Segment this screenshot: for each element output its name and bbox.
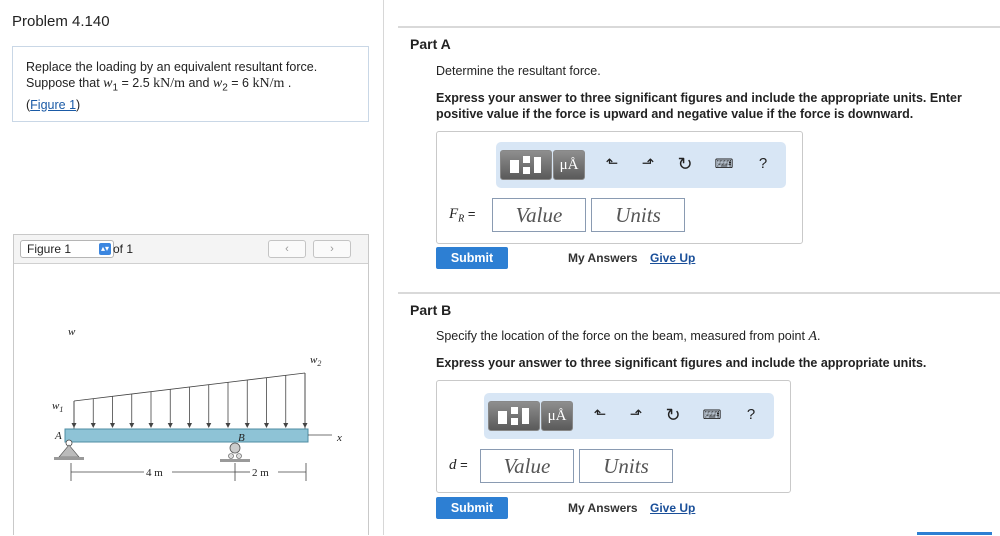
redo-icon: ⬏ [641,155,655,172]
label-a: A [55,430,62,442]
reset-button[interactable] [661,401,685,429]
problem-pane [0,0,384,535]
problem-text-line1: Replace the loading by an equivalent resultant force. [26,60,318,74]
keyboard-icon: ⌨ [702,407,722,422]
part-a-label: Part A [410,36,451,52]
redo-button[interactable] [624,401,648,429]
problem-text-line2: Suppose that $w_1 = 2.5$ kN/m and $w_2 = 6$ kN/m . [26,76,292,94]
label-x: x [337,432,342,444]
part-a-answer-box [436,131,803,244]
load-arrow-head [149,423,154,428]
part-a-give-up-link[interactable]: Give Up [650,251,696,265]
beam [65,429,308,442]
dimension-lines [71,463,306,481]
redo-icon: ⬏ [629,406,643,423]
figure-panel [13,234,369,535]
part-b-my-answers-link[interactable]: My Answers [568,501,638,515]
units-button[interactable]: μÅ [553,150,585,180]
load-arrow-head [129,423,134,428]
load-arrows [72,373,308,428]
undo-button[interactable] [588,401,612,429]
load-arrow-head [245,423,250,428]
keyboard-icon: ⌨ [714,156,734,171]
help-button[interactable]: ? [746,406,756,423]
part-a-answer-label: $F_R$ = [449,206,476,225]
templates-button[interactable] [488,401,540,431]
problem-title: Problem 4.140 [12,13,110,30]
load-arrow-head [110,423,115,428]
help-button[interactable]: ? [758,155,768,172]
figure-select[interactable]: Figure 1 ▴▾ [20,240,114,258]
load-arrow-head [303,423,308,428]
keyboard-button[interactable] [712,150,736,178]
chevron-right-icon: › [330,243,334,255]
load-arrow-head [91,423,96,428]
keyboard-button[interactable] [700,401,724,429]
reset-icon: ↻ [677,154,693,174]
part-b-answer-label: d = [449,457,468,473]
dimension-4m: 4 m [146,467,163,479]
part-a-value-input[interactable]: Value [492,198,586,232]
reset-button[interactable] [673,150,697,178]
undo-icon: ⬑ [605,155,619,172]
part-a-math-toolbar [496,142,786,188]
part-b-label: Part B [410,302,452,318]
templates-button[interactable] [500,150,552,180]
load-arrow-head [283,423,288,428]
figure-link[interactable]: Figure 1 [30,97,77,112]
load-arrow-head [72,423,77,428]
redo-button[interactable] [636,150,660,178]
part-b-question: Specify the location of the force on the beam, measured from point A. [436,329,821,344]
part-b-answer-box [436,380,791,493]
part-b-math-toolbar [484,393,774,439]
select-arrows-icon: ▴▾ [100,244,110,253]
part-b-value-input[interactable]: Value [480,449,574,483]
part-b-submit-button[interactable]: Submit [436,497,508,519]
load-arrow-head [187,423,192,428]
load-arrow-head [226,423,231,428]
part-b-instruction: Express your answer to three significant figures and include the appropriate units. [436,356,927,370]
divider-top [398,26,1000,28]
divider-middle [398,292,1000,294]
roller-support-b [220,443,250,462]
part-a-question: Determine the resultant force. [436,64,601,78]
part-a-units-input[interactable]: Units [591,198,685,232]
figure-count: of 1 [113,242,134,256]
undo-icon: ⬑ [593,406,607,423]
units-button[interactable]: μÅ [541,401,573,431]
part-a-my-answers-link[interactable]: My Answers [568,251,638,265]
label-b: B [238,432,245,444]
undo-button[interactable] [600,150,624,178]
load-arrow-head [168,423,173,428]
load-arrow-head [264,423,269,428]
figure-toolbar [14,235,368,264]
beam-figure [14,263,368,536]
load-arrow-head [206,423,211,428]
dimension-2m: 2 m [252,467,269,479]
problem-statement: Replace the loading by an equivalent resultant force. Suppose that $w_1 = 2.5$ kN/m and $w_2 = 6$ kN/m . (Figure 1) [12,46,369,122]
label-w1: $w_1$ [52,400,64,414]
part-b-units-input[interactable]: Units [579,449,673,483]
part-a-submit-button[interactable]: Submit [436,247,508,269]
part-b-give-up-link[interactable]: Give Up [650,501,696,515]
chevron-left-icon: ‹ [285,243,289,255]
label-w: w [68,326,76,338]
next-figure-button[interactable] [313,240,351,258]
previous-figure-button[interactable] [268,240,306,258]
part-a-instruction: Express your answer to three significant figures and include the appropriate units. Enter positive value if the force is upward and negative value if the force is downward. [436,91,962,121]
reset-icon: ↻ [665,405,681,425]
label-w2: $w_2$ [310,354,322,368]
pin-support-a [54,440,84,460]
